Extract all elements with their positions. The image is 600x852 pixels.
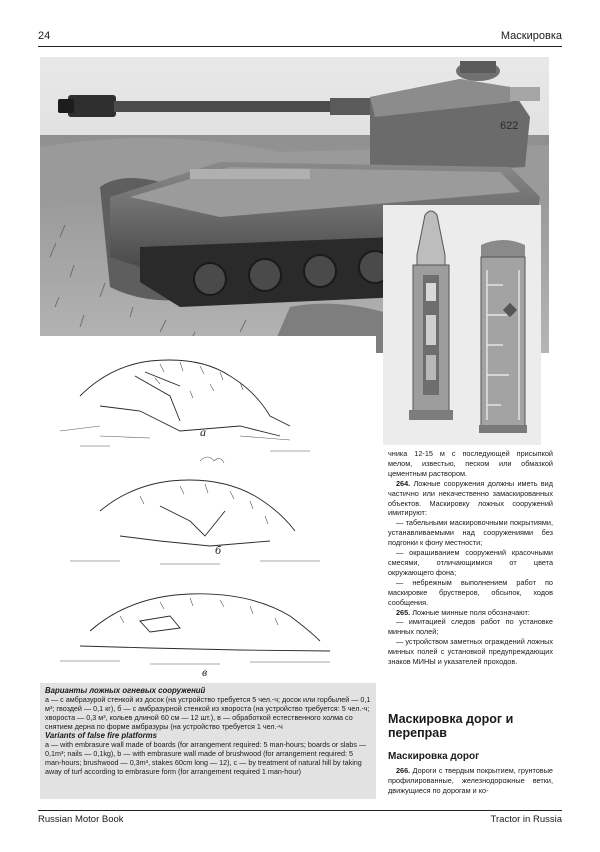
ammunition-cutaway-photo <box>383 205 541 445</box>
footer-rule <box>38 810 562 811</box>
paragraph-266 <box>388 766 553 796</box>
paragraph-264-item-3: — небрежным выполнением работ по маскировке брустверов, обсыпок, ходов сообщения. <box>388 577 553 607</box>
caption-title-en: Variants of false fire platforms <box>45 731 157 740</box>
footer-left: Russian Motor Book <box>38 814 124 825</box>
footer-right: Tractor in Russia <box>490 814 562 825</box>
paragraph-264-item-1: — табельными маскировочными покрытиями, устанавливаемыми над сооружениями без подгонки к фону местности; <box>388 518 553 548</box>
section-title: Маскировка <box>500 30 562 42</box>
paragraph-265 <box>388 608 553 618</box>
caption-title-ru: Варианты ложных огневых сооружений <box>45 686 206 695</box>
page-header <box>38 30 562 46</box>
caption-text-ru: а — с амбразурой стенкой из досок (на устройство требуется 5 чел.-ч; досок или горбылей — 0,1 м³; гвоздей — 0,1 кг), б — с амбразурной стенкой из хвороста (на устройство требуется: 5 чел.-ч; хвороста — 0,3 м³, кольев длиной 60 см — 12 шт.), в — обработкой естественного холма со снятием дерна по форме амбразуры (на устройство требуется 1 чел.-ч <box>45 695 371 731</box>
subsection-heading: Маскировка дорог <box>388 751 480 762</box>
body-column-lower <box>388 766 553 796</box>
figure-caption <box>40 683 376 799</box>
sketch-label-c: в <box>202 665 208 679</box>
sketch-label-a: а <box>200 425 206 439</box>
paragraph-265-number: 265. <box>396 607 411 617</box>
paragraph-265-text: Ложные минные поля обозначают: <box>410 607 530 617</box>
sketch-label-b: б <box>215 543 222 557</box>
paragraph-266-number: 266. <box>396 766 411 775</box>
section-heading: Маскировка дорог и переправ <box>388 712 514 740</box>
paragraph-265-item-2: — устройством заметных ограждений ложных минных полей с установкой предупреждающих знаков МИНЫ и указателей проходов. <box>388 637 553 667</box>
paragraph-continued: чника 12-15 м с последующей присыпкой мелом, известью, песком или обмазкой цементным раствором. <box>388 449 553 478</box>
paragraph-264-text: Ложные сооружения должны иметь вид частично или некачественно замаскированных объектов. Маскировку ложных сооружений имитируют: <box>388 478 553 518</box>
false-fire-platform-sketches <box>40 336 376 683</box>
paragraph-264-number: 264. <box>396 478 411 488</box>
paragraph-265-item-1: — имитацией следов работ по установке минных полей; <box>388 617 553 637</box>
page-footer <box>38 814 562 828</box>
body-column-upper <box>388 449 553 667</box>
paragraph-264-item-2: — окрашиванием сооружений красочными смесями, отличающимися от цвета окружающего фона; <box>388 548 553 577</box>
paragraph-264 <box>388 479 553 519</box>
vehicle-number-marking: 622 <box>500 120 519 132</box>
page-number: 24 <box>38 30 51 42</box>
caption-text-en: a — with embrasure wall made of boards (for arrangement required: 5 man-hours; boards or slabs — 0,1m³; nails — 0,1kg), b — with embrasure wall made of brushwood (for arrangement required: 5 man-hours; brushwood — 0,3m³, stakes 60cm long — 12), c — by treatment of natural hill by taking away of turf according to embrasure form (for arrangement required 1 man-hour) <box>45 740 367 776</box>
paragraph-266-text: Дороги с твердым покрытием, грунтовые профилированные, железнодорожные ветки, движущиеся по дорогам и ко- <box>388 766 553 795</box>
header-rule <box>38 46 562 47</box>
